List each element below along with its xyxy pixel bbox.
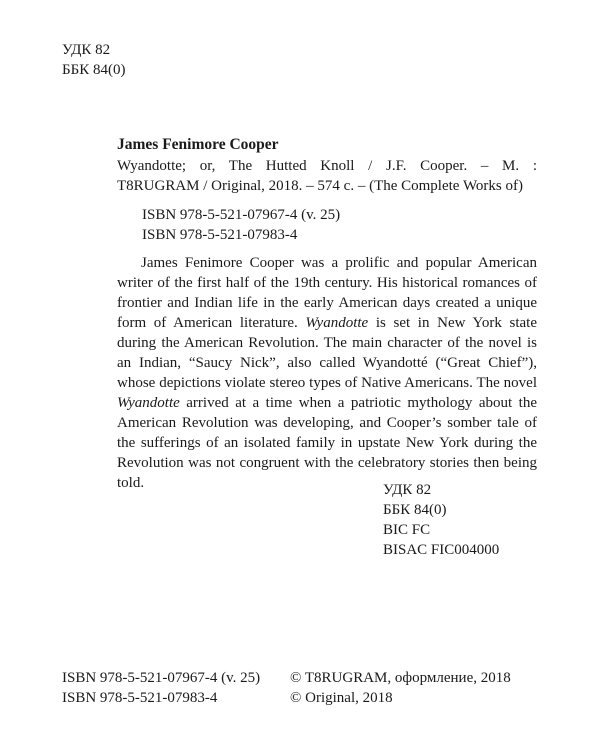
isbn-block [142,205,340,245]
bibliographic-description [117,156,537,196]
header-codes [62,40,125,80]
author-name: James Fenimore Cooper [117,136,279,153]
isbn-volume: ISBN 978-5-521-07967-4 (v. 25) [142,207,341,223]
isbn-volume: ISBN 978-5-521-07967-4 (v. 25) [62,670,261,686]
copyright-design: © T8RUGRAM, оформление, 2018 [290,670,511,686]
classification-codes [383,480,499,560]
bic-code: BIC FC [383,522,431,538]
annotation-text: James Fenimore Cooper was a prolific and popular American writer of the first half of the 19th century. His historical romances of frontier and Indian life in the early American days created a unique form of American literature. Wyandotte is set in New York state during the American Revolution. The main character of the novel is an Indian, “Saucy Nick”, also called Wyandotté (“Great Chief”), whose depictions violate stereo types of Native Americans. The novel Wyandotte arrived at a time when a patriotic mythology about the American Revolution was developing, and Cooper’s somber tale of the sufferings of an isolated family in upstate New York during the Revolution was not congruent with the celebratory stories then being told. [117,255,537,491]
copyright-original: © Original, 2018 [290,690,393,706]
bottom-isbn-block [62,668,260,708]
isbn-series: ISBN 978-5-521-07983-4 [142,227,298,243]
description-line-1: Wyandotte; or, The Hutted Knoll / J.F. Cooper. – M. : [117,158,537,174]
bbk-code: ББК 84(0) [62,62,126,78]
bisac-code: BISAC FIC004000 [383,542,500,558]
copyright-block [290,668,511,708]
bbk-code: ББК 84(0) [383,502,447,518]
description-line-2: T8RUGRAM / Original, 2018. – 574 с. – (The Complete Works of) [117,178,523,194]
isbn-series: ISBN 978-5-521-07983-4 [62,690,218,706]
udk-code: УДК 82 [62,42,111,58]
udk-code: УДК 82 [383,482,432,498]
annotation [117,253,537,493]
